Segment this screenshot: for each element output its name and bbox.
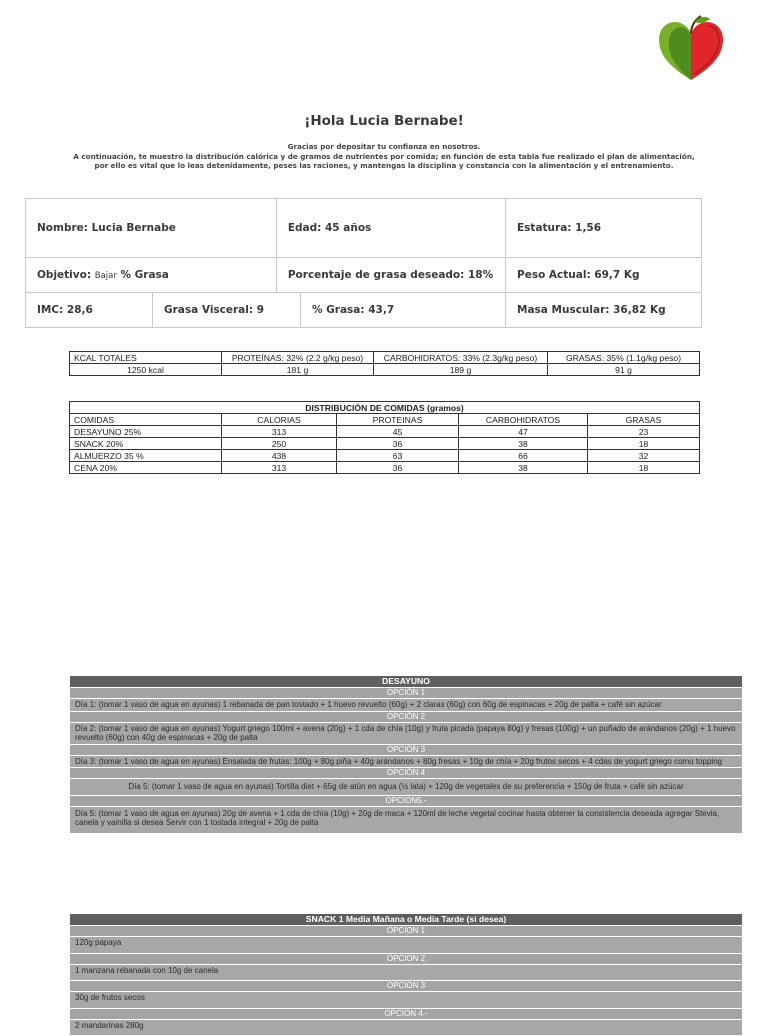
dist-cell: 36 (337, 438, 459, 450)
profile-name: Nombre: Lucia Bernabe (26, 199, 277, 258)
dist-cell: 45 (337, 426, 459, 438)
dist-cell: DESAYUNO 25% (70, 426, 222, 438)
option-text: Día 3: (tomar 1 vaso de agua en ayunas) Ensalada de frutas: 100g + 80g piña + 40g arándanos + 80g fresas + 10g de chía + 20g frutos secos + 4 cdas de yogurt griego como topping (70, 756, 742, 768)
option-label: OPCIÓN 3 (70, 745, 742, 755)
option-label: OPCION 3 (70, 981, 742, 991)
profile-table (25, 198, 702, 328)
intro-text (60, 142, 708, 171)
table-row (70, 426, 700, 438)
breakfast-section (70, 676, 742, 834)
profile-muscle-mass: Masa Muscular: 36,82 Kg (506, 293, 702, 328)
option-text: 2 mandarinas 280g (70, 1020, 742, 1036)
profile-imc: IMC: 28,6 (26, 293, 153, 328)
option-label: OPCIÓN 2 (70, 712, 742, 722)
profile-height: Estatura: 1,56 (506, 199, 702, 258)
dist-cell: 313 (222, 462, 337, 474)
macros-header-kcal: KCAL TOTALES (70, 352, 222, 364)
dist-cell: CENA 20% (70, 462, 222, 474)
dist-header-meal: COMIDAS (70, 414, 222, 426)
breakfast-header: DESAYUNO (70, 676, 742, 687)
dist-cell: 63 (337, 450, 459, 462)
dist-header-calories: CALORIAS (222, 414, 337, 426)
intro-line-2: A continuación, te muestro la distribución calórica y de gramos de nutrientes por comida; en función de esta tabla fue realizado el plan de alimentación, (73, 151, 695, 161)
dist-cell: 66 (459, 450, 588, 462)
macros-header-carbs: CARBOHIDRATOS: 33% (2.3g/kg peso) (374, 352, 548, 364)
macros-table (69, 351, 700, 376)
option-text: Día 5: (tomar 1 vaso de agua en ayunas) Tortilla diet + 65g de atún en agua (½ lata) + 120g de vegetales de su preferencia + 150g de fruta + café sin azúcar (70, 779, 742, 795)
macros-value-protein: 181 g (222, 364, 374, 376)
dist-cell: 313 (222, 426, 337, 438)
macros-value-carbs: 189 g (374, 364, 548, 376)
option-text: 1 manzana rebanada con 10g de canela (70, 965, 742, 981)
snack-header: SNACK 1 Media Mañana o Media Tarde (si desea) (70, 914, 742, 925)
dist-cell: 18 (588, 462, 700, 474)
distribution-table (69, 401, 700, 474)
objective-label: Objetivo: (37, 269, 92, 281)
profile-desired-fat: Porcentaje de grasa deseado: 18% (276, 258, 505, 293)
dist-cell: 38 (459, 462, 588, 474)
profile-visceral-fat: Grasa Visceral: 9 (153, 293, 301, 328)
macros-header-fat: GRASAS: 35% (1.1g/kg peso) (548, 352, 700, 364)
objective-value: Bajar (94, 271, 117, 281)
distribution-title: DISTRIBUCIÓN DE COMIDAS (gramos) (70, 402, 700, 414)
objective-rest: % Grasa (120, 269, 169, 281)
macros-header-protein: PROTEÍNAS: 32% (2.2 g/kg peso) (222, 352, 374, 364)
profile-age: Edad: 45 años (276, 199, 505, 258)
snack-section (70, 914, 742, 1036)
dist-cell: 36 (337, 462, 459, 474)
option-label: OPCION 4.- (70, 1009, 742, 1019)
dist-header-protein: PROTEINAS (337, 414, 459, 426)
option-label: OPCIÓN 1 (70, 688, 742, 698)
intro-line-3: por ello es vital que lo leas detenidamente, peses las raciones, y mantengas la disciplina y constancia con la alimentación y el entrenamiento. (94, 161, 674, 171)
profile-objective (26, 258, 277, 293)
table-row (70, 450, 700, 462)
dist-cell: 38 (459, 438, 588, 450)
intro-line-1: Gracias por depositar tu confianza en nosotros. (287, 142, 481, 151)
profile-weight: Peso Actual: 69,7 Kg (506, 258, 702, 293)
dist-header-fat: GRASAS (588, 414, 700, 426)
option-label: OPCION 1 (70, 926, 742, 936)
dist-cell: SNACK 20% (70, 438, 222, 450)
option-label: OPCION 2 (70, 954, 742, 964)
macros-value-kcal: 1250 kcal (70, 364, 222, 376)
dist-cell: 250 (222, 438, 337, 450)
dist-cell: 23 (588, 426, 700, 438)
option-text: Día 2: (tomar 1 vaso de agua en ayunas) Yogurt griego 100ml + avena (20g) + 1 cda de chía (10g) y fruta picada (papaya 80g) y fresas (100g) + un puñado de arándanos (20g) + 1 huevo revuelto (60g) con 40g de espinacas + 20g de palta (70, 723, 742, 744)
option-text: 120g papaya (70, 937, 742, 953)
dist-cell: ALMUERZO 35 % (70, 450, 222, 462)
dist-cell: 18 (588, 438, 700, 450)
profile-fat-percent: % Grasa: 43,7 (301, 293, 506, 328)
dist-header-carbs: CARBOHIDRATOS (459, 414, 588, 426)
macros-value-fat: 91 g (548, 364, 700, 376)
dist-cell: 47 (459, 426, 588, 438)
option-text: Día 1: (tomar 1 vaso de agua en ayunas) 1 rebanada de pan tostado + 1 huevo revuelto (60g) + 2 claras (60g) con 60g de espinacas + 20g de palta + café sin azúcar (70, 699, 742, 711)
dist-cell: 32 (588, 450, 700, 462)
apple-heart-logo (655, 14, 727, 84)
option-label: OPCION5.- (70, 796, 742, 806)
table-row (70, 438, 700, 450)
option-text: Día 5: (tomar 1 vaso de agua en ayunas) 20g de avena + 1 cda de chía (10g) + 20g de maca + 120ml de leche vegetal cocinar hasta obtener la consistencia deseada agregar Stevia, canela y vainilla si desea Servir con 1 tostada integral + 20g de palta (70, 807, 742, 833)
table-row (70, 462, 700, 474)
greeting-title: ¡Hola Lucia Bernabe! (304, 113, 464, 129)
option-text: 30g de frutos secos (70, 992, 742, 1008)
option-label: OPCIÓN 4 (70, 768, 742, 778)
dist-cell: 438 (222, 450, 337, 462)
